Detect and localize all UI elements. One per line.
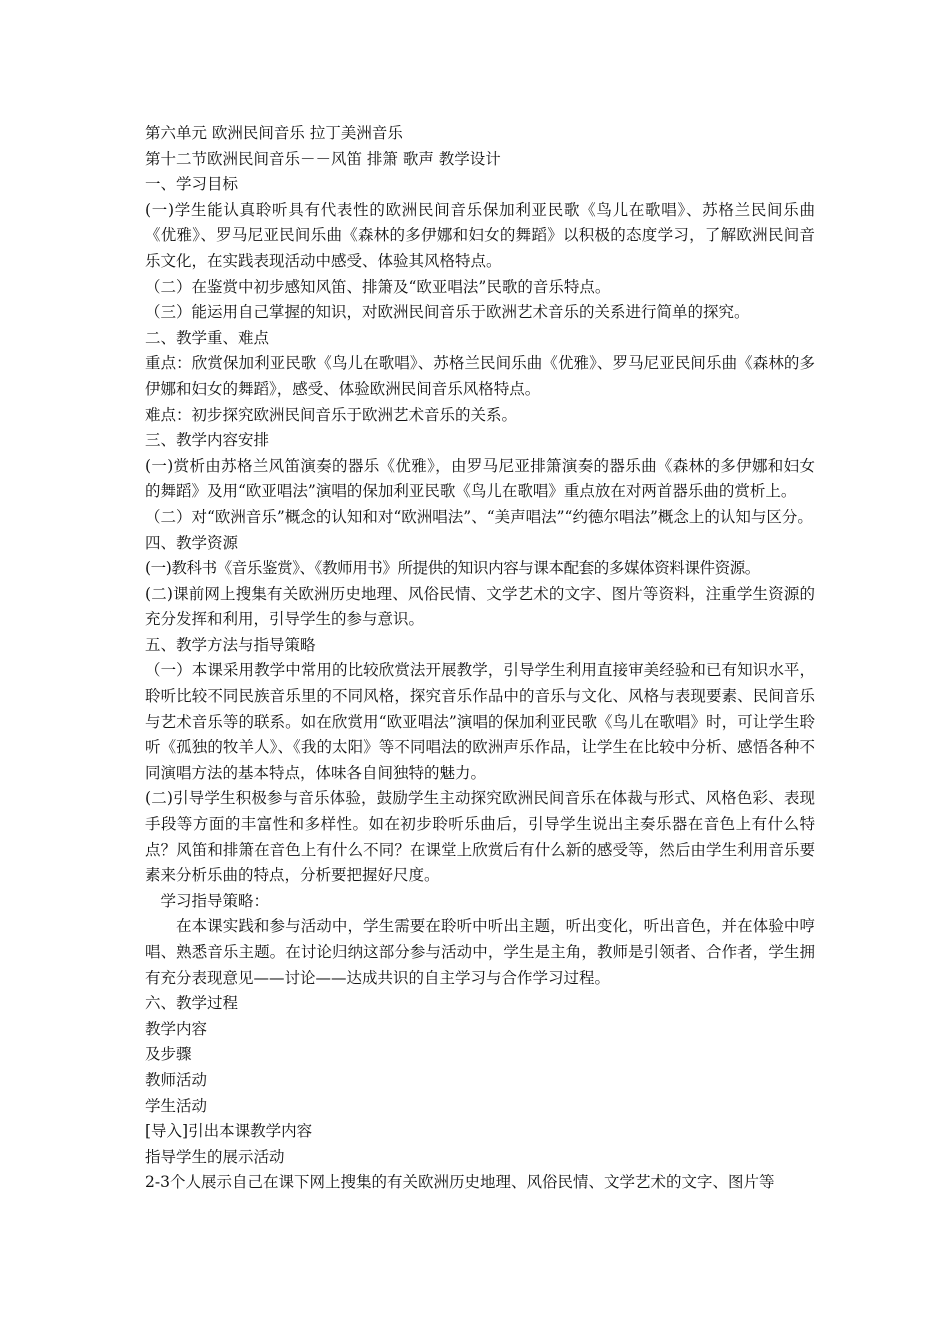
table-cell-text: 2-3个人展示自己在课下网上搜集的有关欧洲历史地理、风俗民情、文学艺术的文字、图片等 — [145, 1173, 775, 1192]
table-cell-text: 学生活动 — [145, 1096, 208, 1115]
section-heading: 三、教学内容安排 — [145, 431, 270, 450]
paragraph: (二)课前网上搜集有关欧洲历史地理、风俗民情、文学艺术的文字、图片等资料，注重学生资源的充分发挥和利用，引导学生的参与意识。 — [145, 584, 815, 629]
table-cell-text: 教学内容 — [145, 1019, 208, 1038]
lesson-title: 第十二节欧洲民间音乐－－风笛 排箫 歌声 教学设计 — [145, 149, 501, 168]
paragraph: (二)引导学生积极参与音乐体验，鼓励学生主动探究欧洲民间音乐在体裁与形式、风格色彩、表现手段等方面的丰富性和多样性。如在初步聆听乐曲后，引导学生说出主奏乐器在音色上有什么特点？风笛和排箫在音色上有什么不同？在课堂上欣赏后有什么新的感受等，然后由学生利用音乐要素来分析乐曲的特点，分析要把握好尺度。 — [145, 789, 815, 885]
paragraph: （一）本课采用教学中常用的比较欣赏法开展教学，引导学生利用直接审美经验和已有知识水平，聆听比较不同民族音乐里的不同风格，探究音乐作品中的音乐与文化、风格与表现要素、民间音乐与艺术音乐等的联系。如在欣赏用“欧亚唱法”演唱的保加利亚民歌《鸟儿在歌唱》时，可让学生聆听《孤独的牧羊人》、《我的太阳》等不同唱法的欧洲声乐作品，让学生在比较中分析、感悟各种不同演唱方法的基本特点，体味各自间独特的魅力。 — [145, 661, 815, 782]
paragraph: 难点：初步探究欧洲民间音乐于欧洲艺术音乐的关系。 — [145, 405, 518, 424]
paragraph: （二）对“欧洲音乐”概念的认知和对“欧洲唱法”、“美声唱法”“约德尔唱法”概念上的认知与区分。 — [145, 507, 813, 526]
section-heading: 四、教学资源 — [145, 533, 239, 552]
document-body — [145, 121, 815, 1196]
paragraph: (一)赏析由苏格兰风笛演奏的器乐《优雅》，由罗马尼亚排箫演奏的器乐曲《森林的多伊娜和妇女的舞蹈》及用“欧亚唱法”演唱的保加利亚民歌《鸟儿在歌唱》重点放在对两首器乐曲的赏析上。 — [145, 456, 815, 501]
table-cell-text: 指导学生的展示活动 — [145, 1147, 285, 1166]
section-heading: 六、教学过程 — [145, 994, 239, 1013]
paragraph: (一)教科书《音乐鉴赏》、《教师用书》所提供的知识内容与课本配套的多媒体资料课件资源。 — [145, 559, 760, 578]
paragraph: 在本课实践和参与活动中，学生需要在聆听中听出主题，听出变化，听出音色，并在体验中哼唱、熟悉音乐主题。在讨论归纳这部分参与活动中，学生是主角，教师是引领者、合作者，学生拥有充分表现意见——讨论——达成共识的自主学习与合作学习过程。 — [145, 917, 815, 987]
section-heading: 五、教学方法与指导策略 — [145, 635, 316, 654]
paragraph: 重点：欣赏保加利亚民歌《鸟儿在歌唱》、苏格兰民间乐曲《优雅》、罗马尼亚民间乐曲《森林的多伊娜和妇女的舞蹈》，感受、体验欧洲民间音乐风格特点。 — [145, 354, 815, 398]
subheading: 学习指导策略： — [160, 891, 270, 910]
section-heading: 一、学习目标 — [145, 175, 239, 194]
unit-title: 第六单元 欧洲民间音乐 拉丁美洲音乐 — [145, 124, 403, 142]
paragraph: （二）在鉴赏中初步感知风笛、排箫及“欧亚唱法”民歌的音乐特点。 — [145, 277, 611, 296]
section-heading: 二、教学重、难点 — [145, 328, 270, 347]
table-cell-text: 及步骤 — [145, 1045, 192, 1064]
table-cell-text: 教师活动 — [145, 1070, 208, 1089]
paragraph: （三）能运用自己掌握的知识，对欧洲民间音乐于欧洲艺术音乐的关系进行简单的探究。 — [145, 303, 750, 322]
table-cell-text: [导入]引出本课教学内容 — [145, 1122, 313, 1141]
paragraph: (一)学生能认真聆听具有代表性的欧洲民间音乐保加利亚民歌《鸟儿在歌唱》、苏格兰民间乐曲《优雅》、罗马尼亚民间乐曲《森林的多伊娜和妇女的舞蹈》以积极的态度学习，了解欧洲民间音乐文化，在实践表现活动中感受、体验其风格特点。 — [145, 200, 815, 270]
